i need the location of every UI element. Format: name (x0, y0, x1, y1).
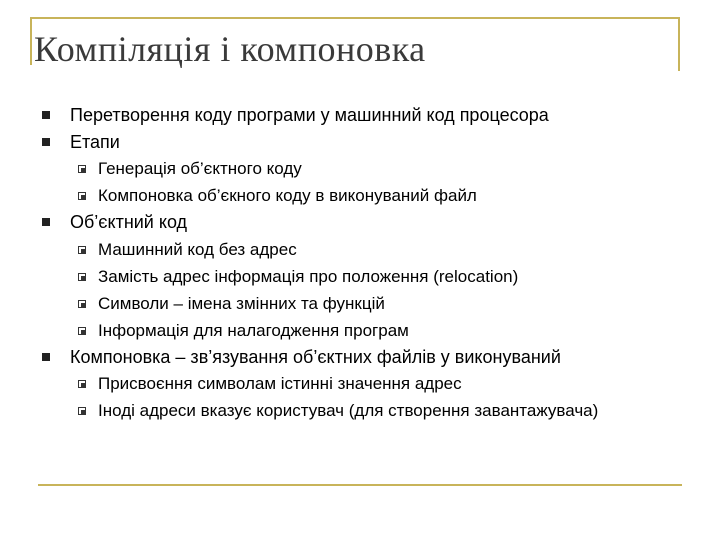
bullet-text: Етапи (70, 131, 120, 152)
bottom-rule (38, 484, 682, 486)
square-bullet-icon (42, 353, 50, 361)
bullet-item (40, 209, 680, 236)
box-bullet-icon (78, 300, 86, 308)
box-bullet-icon (78, 407, 86, 415)
bullet-text: Символи – імена змінних та функцій (98, 293, 385, 313)
bullet-text: Інформація для налагодження програм (98, 320, 409, 340)
bullet-text: Іноді адреси вказує користувач (для створення завантажувача) (98, 401, 599, 420)
bullet-text: Замість адрес інформація про положення (relocation) (98, 266, 519, 286)
sub-bullet-item (40, 290, 680, 317)
bullet-text: Присвоєння символам істинні значення адрес (98, 374, 462, 393)
box-bullet-icon (78, 380, 86, 388)
sub-bullet-item (40, 370, 680, 397)
box-bullet-icon (78, 246, 86, 254)
sub-bullet-item (40, 317, 680, 344)
box-bullet-icon (78, 327, 86, 335)
right-rule (678, 17, 680, 71)
bullet-text: Об’єктний код (70, 212, 188, 232)
box-bullet-icon (78, 273, 86, 281)
square-bullet-icon (42, 111, 50, 119)
square-bullet-icon (42, 218, 50, 226)
sub-bullet-item (40, 155, 680, 182)
slide-title: Компіляція і компоновка (34, 29, 426, 69)
square-bullet-icon (42, 138, 50, 146)
box-bullet-icon (78, 192, 86, 200)
bullet-text: Генерація об’єктного коду (98, 159, 302, 178)
box-bullet-icon (78, 165, 86, 173)
sub-bullet-item (40, 236, 680, 263)
bullet-item (40, 102, 680, 129)
top-rule (30, 17, 678, 19)
left-rule (30, 17, 32, 65)
bullet-item (40, 129, 680, 156)
bullet-list (40, 102, 680, 424)
sub-bullet-item (40, 263, 680, 290)
bullet-text: Перетворення коду програми у машинний код процесора (70, 105, 549, 125)
sub-bullet-item (40, 182, 680, 209)
bullet-item (40, 344, 680, 371)
bullet-text: Компоновка об’єкного коду в виконуваний файл (98, 186, 477, 205)
bullet-text: Машинний код без адрес (98, 239, 297, 259)
sub-bullet-item (40, 397, 680, 424)
bullet-text: Компоновка – зв’язування об’єктних файлів у виконуваний (70, 346, 561, 367)
